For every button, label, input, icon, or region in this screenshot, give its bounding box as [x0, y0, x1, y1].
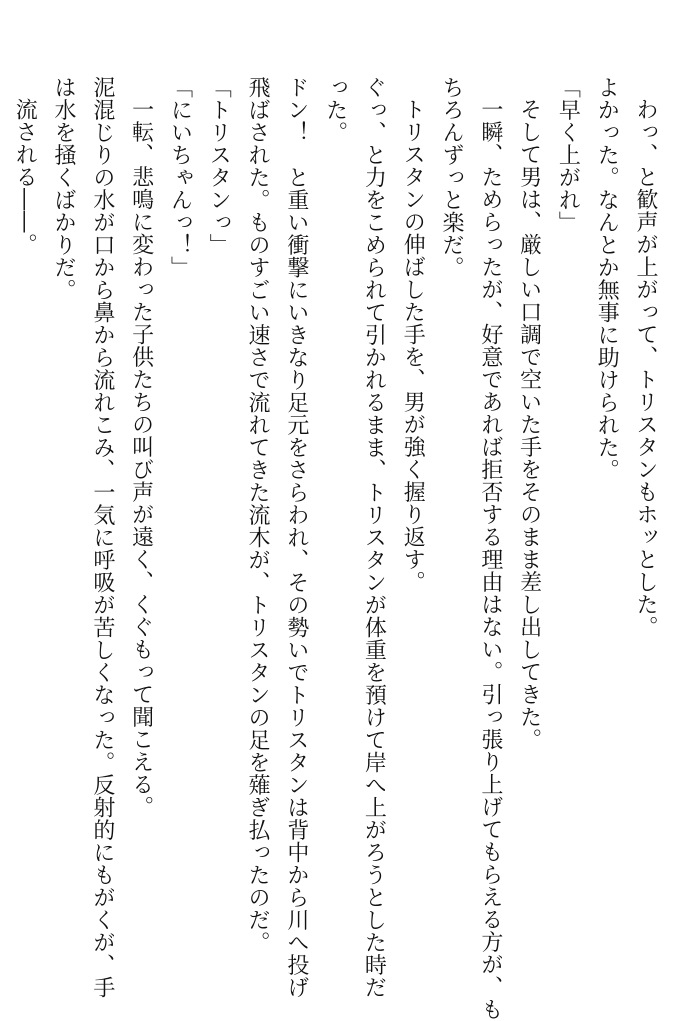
vertical-text-body — [12, 76, 664, 1021]
text-line-5: 一瞬、ためらったが、好意であれば拒否する理由はない。引っ張り上げてもらえる方が、も — [477, 98, 503, 1021]
text-line-15: 泥混じりの水が口から鼻から流れこみ、一気に呼吸が苦しくなった。反射的にもがくが、手 — [89, 76, 115, 999]
text-line-7: トリスタンの伸ばした手を、男が強く握り返す。 — [400, 98, 426, 593]
text-line-16: は水を掻くばかりだ。 — [51, 76, 77, 301]
text-line-13: 「にいちゃんっ！」 — [167, 76, 193, 279]
text-line-12: 「トリスタンっ」 — [206, 76, 232, 256]
text-line-8: ぐっ、と力をこめられて引かれるまま、トリスタンが体重を預けて岸へ上がろうとした時だ — [361, 76, 387, 999]
text-line-3: 「早く上がれ」 — [555, 76, 581, 234]
text-line-17: 流される――。 — [12, 98, 38, 256]
text-line-11: 飛ばされた。ものすごい速さで流れてきた流木が、トリスタンの足を薙ぎ払ったのだ。 — [245, 76, 271, 954]
text-line-14: 一転、悲鳴に変わった子供たちの叫び声が遠く、くぐもって聞こえる。 — [128, 98, 154, 818]
text-line-9: った。 — [322, 76, 348, 144]
text-line-6: ちろんずっと楽だ。 — [439, 76, 465, 279]
text-line-2: よかった。なんとか無事に助けられた。 — [594, 76, 620, 481]
text-line-10: ドン！ と重い衝撃にいきなり足元をさらわれ、その勢いでトリスタンは背中から川へ投げ — [283, 76, 309, 999]
text-line-4: そして男は、厳しい口調で空いた手をそのまま差し出してきた。 — [516, 98, 542, 751]
text-line-1: わっ、と歓声が上がって、トリスタンもホッとした。 — [633, 98, 658, 638]
